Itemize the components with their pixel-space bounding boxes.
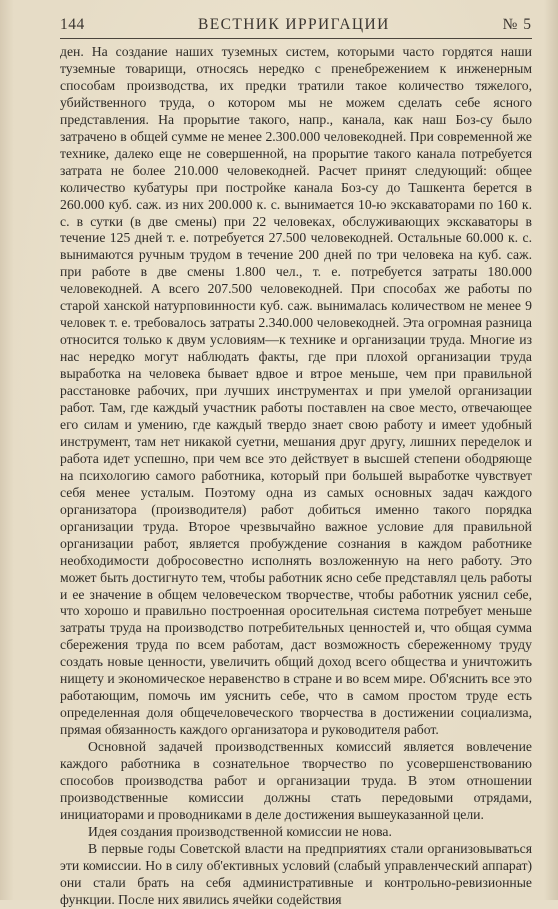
paragraph: ден. На создание наших туземных систем, которыми часто гордятся наши туземные товарищи, относясь нередко с пренебрежением к инженерным способам производства, их предки тратили такое количество тяжелого, убийственного труда, о котором мы не можем сделать себе ясного представления. На прорытие такого, напр., канала, как наш Боз-су было затрачено в общей сумме не менее 2.300.000 человекодней. При современной же технике, далеко еще не совершенной, на прорытие такого канала потребуется затрата не более 210.000 человекодней. Расчет принят следующий: общее количество кубатуры при постройке канала Боз-су до Ташкента берется в 260.000 куб. саж. из них 200.000 к. с. вынимается 10-ю экскаваторами по 160 к. с. в сутки (в две смены) при 22 человеках, обслуживающих экскаваторы в течение 125 дней т. е. потребуется 27.500 человекодней. Остальные 60.000 к. с. вынимаются ручным трудом в течение 200 дней по три человека на куб. саж. при работе в две смены 1.800 чел., т. е. потребуется затраты 180.000 человекодней. А всего 207.500 человекодней. При способах же работы по старой ханской натурповинности куб. саж. вынималась количеством не менее 9 человек т. е. требовалось затраты 2.340.000 человекодней. Эта огромная разница относится только к двум условиям—к технике и организации труда. Многие из нас нередко могут наблюдать факты, где при плохой организации труда выработка на человека бывает вдвое и втрое меньше, чем при правильной расстановке рабочих, при лучших инструментах и при умелой организации работ. Там, где каждый участник работы поставлен на свое место, отвечающее его силам и умению, где каждый твердо знает свою работу и имеет удобный инструмент, там нет никакой суетни, мешания друг другу, лишних переделок и работа идет успешно, при чем все это действует в высшей степени ободряюще на психологию самого работника, который при большей выработке чувствует себя менее усталым. Поэтому одна из самых основных задач каждого организатора (производителя) работ добиться именно такого порядка организации труда. Второе чрезвычайно важное условие для правильной организации работ, является пробуждение сознания в каждом работнике необходимости добросовестно исполнять возложенную на него работу. Это может быть достигнуто тем, чтобы работник ясно себе представлял цель работы и ее значение в общем человеческом творчестве, чтобы работник уяснил себе, что хорошо и правильно построенная оросительная система потребует меньше затраты труда на производство потребительных ценностей и, что общая сумма сбережения труда по всем работам, даст возможность сбереженному труду создать новые ценности, увеличить общий доход всего общества и уничтожить нищету и экономическое неравенство в стране и во всем мире. Об'яснить все это работающим, помочь им уяснить себе, что в самом простом труде есть определенная доля общечеловеческого творчества в достижении социализма, прямая обязанность каждого организатора и руководителя работ. bbox=[60, 44, 532, 738]
article-body bbox=[60, 44, 532, 909]
paragraph: В первые годы Советской власти на предприятиях стали организовываться эти комиссии. Но в силу об'ективных условий (слабый управленческий аппарат) они стали брать на себя административные и контрольно-ревизионные функции. После них явились ячейки содействия bbox=[60, 840, 532, 907]
paragraph: Основной задачей производственных комиссий является вовлечение каждого работника в сознательное творчество по усовершенствованию способов производства работ и организации труда. В этом отношении производственные комиссии должны стать передовыми отрядами, инициаторами и проводниками в деле достижения вышеуказанной цели. bbox=[60, 739, 532, 822]
running-header bbox=[60, 14, 532, 38]
issue-number: № 5 bbox=[502, 16, 532, 33]
page-number: 144 bbox=[60, 16, 85, 33]
header-rule bbox=[60, 38, 532, 39]
journal-title: ВЕСТНИК ИРРИГАЦИИ bbox=[198, 16, 390, 33]
paragraph: Идея создания производственной комиссии не нова. bbox=[88, 823, 392, 839]
